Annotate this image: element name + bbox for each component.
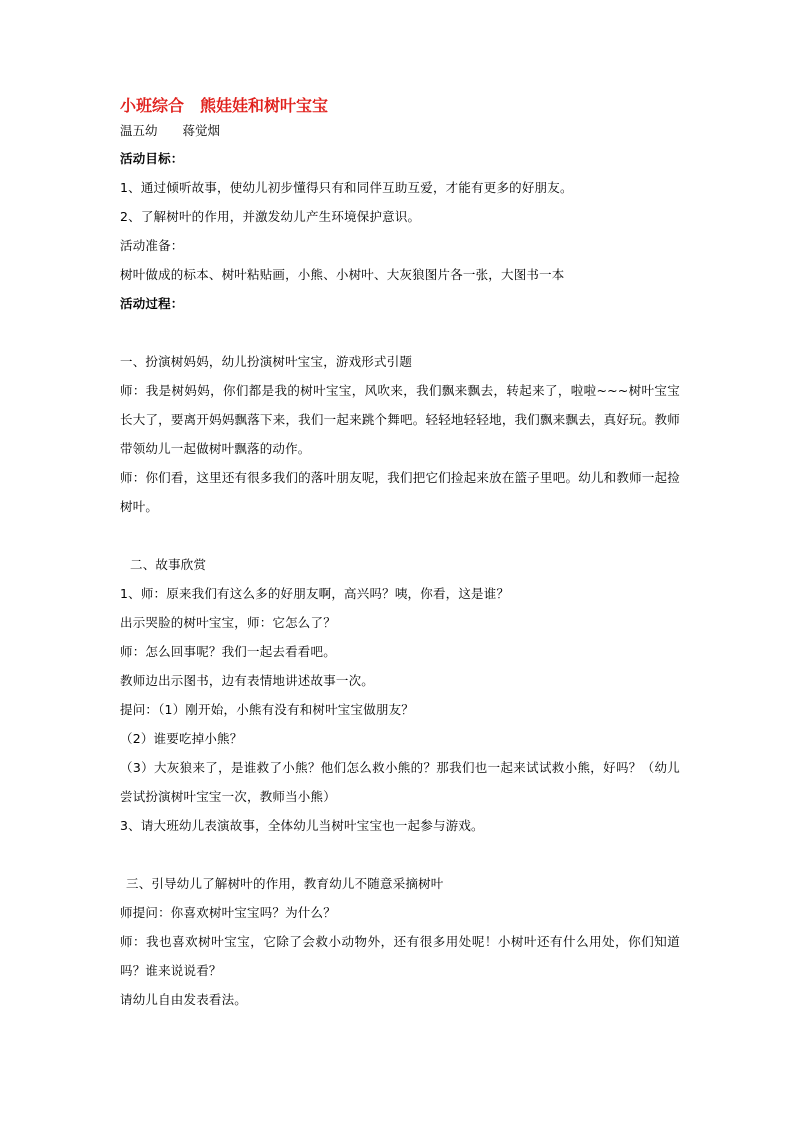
- section-2-line-4: 教师边出示图书，边有表情地讲述故事一次。: [120, 673, 375, 688]
- section-2-line-6: （2）谁要吃掉小熊？: [120, 731, 243, 746]
- section-2-line-7: （3）大灰狼来了，是谁救了小熊？他们怎么救小熊的？那我们也一起来试试救小熊，好吗？（幼儿尝试扮演树叶宝宝一次，教师当小熊）: [120, 760, 680, 804]
- section-2-line-3: 师：怎么回事呢？我们一起去看看吧。: [120, 644, 336, 659]
- prep-heading: 活动准备：: [120, 238, 184, 253]
- blank-line: [120, 318, 680, 347]
- process-heading: 活动过程：: [120, 296, 184, 311]
- section-3-line-3: 请幼儿自由发表看法。: [120, 992, 248, 1007]
- prep-text: 树叶做成的标本、树叶粘贴画，小熊、小树叶、大灰狼图片各一张，大图书一本: [120, 267, 565, 282]
- goals-heading: 活动目标：: [120, 151, 184, 166]
- goal-item-1: 1、通过倾听故事，使幼儿初步懂得只有和同伴互助互爱，才能有更多的好朋友。: [120, 180, 573, 195]
- section-2-line-2: 出示哭脸的树叶宝宝，师：它怎么了？: [120, 615, 336, 630]
- blank-line: [120, 840, 680, 869]
- section-3-title: 三、引导幼儿了解树叶的作用，教育幼儿不随意采摘树叶: [126, 876, 444, 891]
- section-1-title: 一、扮演树妈妈，幼儿扮演树叶宝宝，游戏形式引题: [120, 354, 413, 369]
- document-page: [120, 94, 680, 1014]
- section-2-line-8: 3、请大班幼儿表演故事，全体幼儿当树叶宝宝也一起参与游戏。: [120, 818, 484, 833]
- section-1-paragraph-2: 师：你们看，这里还有很多我们的落叶朋友呢，我们把它们捡起来放在篮子里吧。幼儿和教师一起捡树叶。: [120, 470, 680, 514]
- section-3-line-2: 师：我也喜欢树叶宝宝，它除了会救小动物外，还有很多用处呢！小树叶还有什么用处，你们知道吗？谁来说说看？: [120, 934, 680, 978]
- section-2-title: 二、故事欣赏: [130, 557, 207, 572]
- goal-item-2: 2、了解树叶的作用，并激发幼儿产生环境保护意识。: [120, 209, 421, 224]
- document-title: 小班综合 熊娃娃和树叶宝宝: [120, 96, 329, 115]
- section-2-line-1: 1、师：原来我们有这么多的好朋友啊，高兴吗？咦，你看，这是谁？: [120, 586, 510, 601]
- section-3-line-1: 师提问：你喜欢树叶宝宝吗？为什么？: [120, 905, 336, 920]
- section-2-line-5: 提问：（1）刚开始，小熊有没有和树叶宝宝做朋友？: [120, 702, 415, 717]
- blank-line: [120, 521, 680, 550]
- author-line: 温五幼 蒋觉烟: [120, 123, 221, 138]
- section-1-paragraph-1: 师：我是树妈妈，你们都是我的树叶宝宝，风吹来，我们飘来飘去，转起来了，啦啦~~~树叶宝宝长大了，要离开妈妈飘落下来，我们一起来跳个舞吧。轻轻地轻轻地，我们飘来飘去，真好玩。教师带领幼儿一起做树叶飘落的动作。: [120, 383, 680, 456]
